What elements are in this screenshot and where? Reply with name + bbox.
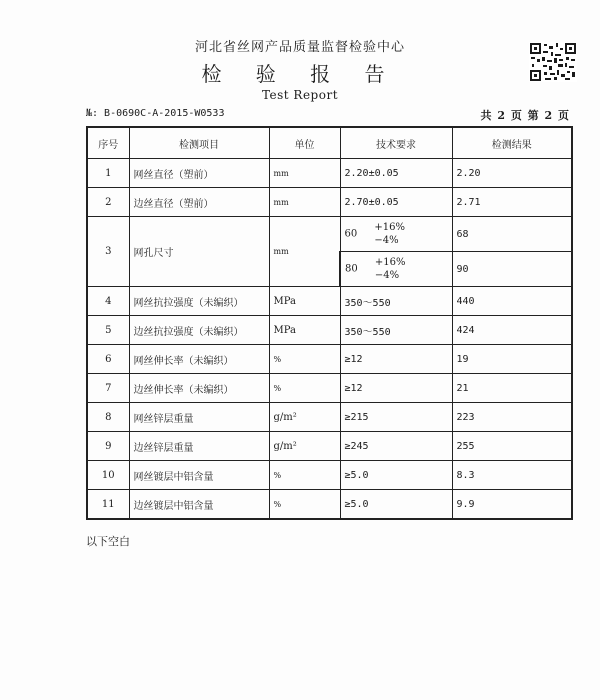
row-unit: g/m² [269, 403, 340, 432]
column-header-unit: 单位 [269, 127, 340, 159]
organization-name: 河北省丝网产品质量监督检验中心 [194, 40, 405, 55]
test-results-table [86, 126, 573, 520]
row-unit: mm [269, 159, 340, 188]
row-item: 网丝抗拉强度（未编织） [129, 287, 269, 316]
row-result: 8.3 [452, 461, 572, 490]
tolerance-upper: +16% [374, 257, 406, 268]
table-header-row [87, 127, 572, 159]
qr-code-icon [529, 42, 577, 82]
column-header-result: 检测结果 [452, 127, 572, 159]
table-row [87, 188, 572, 217]
row-item: 边丝镀层中铝含量 [129, 490, 269, 520]
row-result: 2.20 [452, 159, 572, 188]
row-unit: mm [269, 217, 340, 287]
row-seq: 7 [87, 374, 129, 403]
page-indicator: 共 2 页 第 2 页 [480, 109, 570, 122]
row-unit: % [269, 374, 340, 403]
row-item: 网丝直径（塑前） [129, 159, 269, 188]
mesh-tolerance [374, 221, 405, 247]
row-seq: 11 [87, 490, 129, 520]
row-requirement: ≥5.0 [340, 461, 452, 490]
row-item: 网丝锌层重量 [129, 403, 269, 432]
row-item: 网丝伸长率（未编织） [129, 345, 269, 374]
report-subtitle: Test Report [261, 88, 339, 102]
row-requirement: 350～550 [340, 287, 452, 316]
row-unit: MPa [269, 287, 340, 316]
row-seq: 9 [87, 432, 129, 461]
row-item: 网丝镀层中铝含量 [129, 461, 269, 490]
row-result: 68 [452, 217, 572, 252]
row-result: 19 [452, 345, 572, 374]
tolerance-lower: −4% [374, 235, 399, 246]
row-seq: 4 [87, 287, 129, 316]
report-title: 检 验 报 告 [201, 62, 399, 86]
tolerance-lower: −4% [374, 270, 400, 281]
row-unit: % [269, 461, 340, 490]
row-unit: % [269, 490, 340, 520]
table-row [87, 217, 572, 252]
row-requirement: ≥245 [340, 432, 452, 461]
table-row [87, 345, 572, 374]
row-unit: mm [269, 188, 340, 217]
row-seq: 2 [87, 188, 129, 217]
row-seq: 1 [87, 159, 129, 188]
row-unit: g/m² [269, 432, 340, 461]
row-requirement: ≥5.0 [340, 490, 452, 520]
row-requirement: ≥12 [340, 345, 452, 374]
row-item: 边丝直径（塑前） [129, 188, 269, 217]
row-item: 网孔尺寸 [129, 217, 269, 287]
row-seq: 3 [87, 217, 129, 287]
mesh-nominal: 60 [344, 228, 358, 240]
row-seq: 5 [87, 316, 129, 345]
row-result: 9.9 [452, 490, 572, 520]
row-requirement: 350～550 [340, 316, 452, 345]
row-item: 边丝抗拉强度（未编织） [129, 316, 269, 345]
row-unit: MPa [269, 316, 340, 345]
table-row [87, 287, 572, 316]
row-requirement: ≥215 [340, 403, 452, 432]
column-header-requirement: 技术要求 [340, 127, 452, 159]
row-requirement: ≥12 [340, 374, 452, 403]
mesh-spec-80 [340, 252, 452, 287]
table-row [87, 403, 572, 432]
mesh-tolerance [375, 256, 406, 282]
row-item: 边丝锌层重量 [129, 432, 269, 461]
table-row [87, 159, 572, 188]
row-seq: 10 [87, 461, 129, 490]
table-row [87, 316, 572, 345]
tolerance-upper: +16% [374, 222, 406, 233]
row-requirement: 2.20±0.05 [340, 159, 452, 188]
row-result: 21 [452, 374, 572, 403]
row-result: 255 [452, 432, 572, 461]
row-requirement: 2.70±0.05 [340, 188, 452, 217]
row-item: 边丝伸长率（未编织） [129, 374, 269, 403]
mesh-nominal: 80 [345, 263, 358, 275]
row-seq: 6 [87, 345, 129, 374]
table-row [87, 461, 572, 490]
report-number: №: B-0690C-A-2015-W0533 [86, 108, 225, 119]
row-result: 2.71 [452, 188, 572, 217]
row-seq: 8 [87, 403, 129, 432]
row-result: 223 [452, 403, 572, 432]
row-result: 424 [452, 316, 572, 345]
end-of-report-note: 以下空白 [86, 535, 130, 548]
mesh-spec-60 [340, 217, 452, 252]
table-row [87, 490, 572, 520]
row-unit: % [269, 345, 340, 374]
table-row [87, 374, 572, 403]
row-result: 440 [452, 287, 572, 316]
row-result: 90 [452, 252, 572, 287]
column-header-item: 检测项目 [129, 127, 269, 159]
column-header-seq: 序号 [87, 127, 129, 159]
table-row [87, 432, 572, 461]
